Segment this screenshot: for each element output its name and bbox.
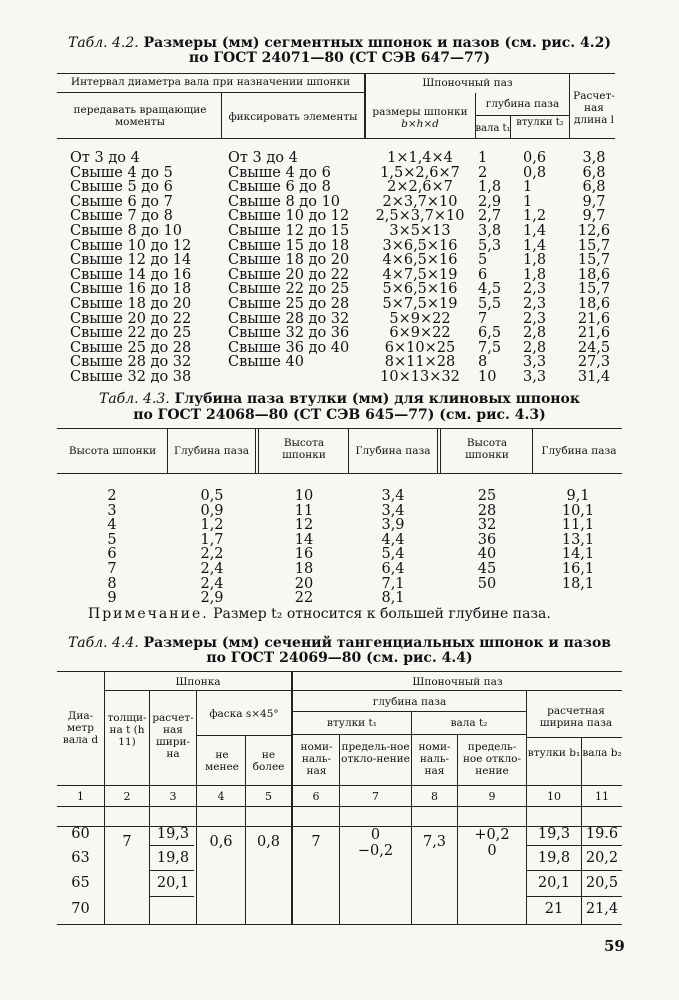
key-height-cell: 20 — [294, 575, 314, 592]
hub-nominal-header: номи-наль-ная — [300, 741, 333, 777]
shaft-nominal-header: номи-наль-ная — [418, 741, 451, 777]
slot-depth-cell: 1,7 — [200, 531, 224, 548]
hub-depth-cell: 3,3 — [523, 354, 547, 371]
key-size-cell: 5×9×22 — [389, 310, 451, 327]
torque-range-cell: Свыше 10 до 12 — [70, 237, 192, 254]
key-group-header: Шпонка — [175, 676, 221, 688]
torque-range-cell: Свыше 22 до 25 — [70, 325, 192, 342]
calc-width-cell: 20,1 — [156, 875, 190, 891]
key-size-cell: 6×10×25 — [384, 339, 456, 356]
hub-depth-cell: 1 — [523, 193, 533, 210]
depth-header: глубина паза — [485, 98, 560, 110]
b1-cell: 19,8 — [537, 850, 571, 866]
calc-length-cell: 31,4 — [577, 369, 611, 385]
calc-length-cell: 15,7 — [577, 237, 611, 254]
calc-length-cell: 3,8 — [582, 150, 606, 166]
key-height-header-3: Высота шпонки — [465, 437, 509, 461]
diameter-cell: 70 — [71, 901, 90, 917]
key-size-cell: 4×6,5×16 — [382, 252, 458, 269]
key-size-cell: 10×13×32 — [380, 369, 460, 385]
b2-cell: 20,2 — [585, 850, 619, 866]
key-height-cell: 14 — [294, 531, 314, 548]
slot-depth-cell: 10,1 — [561, 502, 595, 519]
shaft-depth-cell: 2,7 — [478, 208, 502, 225]
b1-cell: 20,1 — [537, 875, 571, 891]
key-height-cell: 5 — [107, 531, 117, 548]
key-size-cell: 1×1,4×4 — [387, 150, 453, 166]
diameter-cell: 60 — [71, 826, 90, 842]
hub-depth-cell: 1 — [523, 179, 533, 196]
slot-header: Шпоночный паз — [422, 77, 513, 89]
hub-t1-header: втулки t₁ — [327, 717, 377, 729]
key-size-cell: 3×5×13 — [389, 223, 451, 239]
key-size-cell: 8×11×28 — [384, 354, 456, 371]
torque-range-cell: Свыше 6 до 7 — [70, 193, 173, 210]
hub-deviation-lower: −0,2 — [357, 843, 394, 859]
calc-length-cell: 9,7 — [582, 193, 606, 210]
slot-depth-cell: 16,1 — [561, 561, 595, 577]
hub-deviation-upper: 0 — [370, 827, 381, 843]
torque-range-cell: От 3 до 4 — [70, 150, 140, 166]
diameter-cell: 63 — [71, 850, 90, 866]
b1-cell: 21 — [544, 901, 564, 917]
key-height-cell: 16 — [294, 546, 314, 563]
shaft-depth-cell: 1 — [478, 150, 488, 166]
b2-cell: 20,5 — [585, 875, 619, 891]
torque-range-cell: Свыше 28 до 32 — [70, 354, 192, 371]
key-height-header-2: Высота шпонки — [282, 437, 326, 461]
fix-range-cell: Свыше 32 до 36 — [228, 325, 350, 342]
slot-depth-cell: 0,9 — [200, 502, 224, 519]
diameter-header: Диа-метр вала d — [62, 710, 99, 746]
column-number: 3 — [169, 790, 177, 803]
column-number: 11 — [595, 790, 609, 803]
key-height-cell: 11 — [294, 502, 314, 519]
calc-length-cell: 18,6 — [577, 266, 611, 283]
torque-header: передавать вращающие моменты — [73, 104, 207, 128]
key-height-cell: 25 — [477, 488, 497, 504]
hub-nominal-value: 7 — [311, 834, 321, 850]
key-height-cell: 8 — [107, 575, 117, 592]
chamfer-header: фаска s×45° — [209, 708, 279, 720]
interval-header: Интервал диаметра вала при назначении шпонки — [70, 76, 351, 88]
torque-range-cell: Свыше 8 до 10 — [70, 223, 183, 239]
shaft-depth-cell: 5,3 — [478, 237, 502, 254]
b2-header: вала b₂ — [582, 747, 622, 759]
slot-depth-cell: 3,9 — [381, 517, 405, 534]
slot-depth-cell: 2,4 — [200, 561, 224, 577]
slot-depth-cell: 3,4 — [381, 502, 405, 519]
slot-depth-cell: 3,4 — [381, 488, 405, 504]
fix-range-cell: Свыше 25 до 28 — [228, 296, 350, 312]
calc-width-cell: 19,8 — [156, 850, 190, 866]
fix-range-cell: Свыше 20 до 22 — [228, 266, 350, 283]
shaft-depth-cell: 6 — [478, 266, 488, 283]
column-number: 10 — [547, 790, 561, 803]
fix-range-cell: Свыше 36 до 40 — [228, 339, 350, 356]
key-height-cell: 40 — [477, 546, 497, 563]
key-height-cell: 10 — [294, 488, 314, 504]
shaft-deviation-upper: +0,2 — [474, 827, 510, 843]
hub-depth-cell: 1,8 — [523, 252, 547, 269]
page-number: 59 — [604, 937, 625, 955]
chamfer-min-value: 0,6 — [209, 834, 233, 850]
key-thickness: 7 — [122, 834, 132, 850]
key-height-cell: 28 — [477, 502, 497, 519]
slot-depth-header-1: Глубина паза — [174, 445, 249, 457]
shaft-depth-cell: 7 — [478, 310, 488, 327]
slot-depth-header-3: Глубина паза — [541, 445, 617, 457]
b2-cell: 21,4 — [585, 901, 619, 917]
slot-depth-cell: 2,4 — [200, 575, 224, 592]
fix-range-cell: Свыше 22 до 25 — [228, 281, 350, 298]
b1-cell: 19,3 — [537, 826, 571, 842]
torque-range-cell: Свыше 4 до 5 — [70, 164, 173, 181]
slot-depth-header: глубина паза — [372, 696, 447, 708]
slot-depth-cell: 9,1 — [566, 488, 590, 504]
key-size-cell: 5×6,5×16 — [382, 281, 458, 298]
slot-depth-header-2: Глубина паза — [355, 445, 431, 457]
key-height-cell: 6 — [107, 546, 117, 563]
calc-length-cell: 12,6 — [577, 223, 611, 239]
table-4-2-caption-line2: по ГОСТ 24071—80 (СТ СЭВ 647—77) — [188, 50, 491, 66]
calc-length-cell: 27,3 — [577, 354, 611, 371]
table-4-2-caption: Табл. 4.2. Размеры (мм) сегментных шпонок и пазов (см. рис. 4.2) — [67, 35, 612, 51]
shaft-depth-cell: 1,8 — [478, 179, 502, 196]
hub-depth-cell: 2,8 — [523, 325, 547, 342]
shaft-depth-cell: 5 — [478, 252, 488, 269]
key-size-cell: 4×7,5×19 — [382, 266, 458, 283]
shaft-depth-cell: 6,5 — [478, 325, 502, 342]
calc-length-header: Расчет-ная длина l — [573, 90, 615, 126]
column-number: 2 — [123, 790, 131, 803]
slot-depth-cell: 8,1 — [381, 590, 405, 607]
calc-length-cell: 9,7 — [582, 208, 606, 225]
torque-range-cell: Свыше 14 до 16 — [70, 266, 192, 283]
key-size-cell: 6×9×22 — [389, 325, 451, 342]
slot-depth-cell: 6,4 — [381, 561, 405, 577]
torque-range-cell: Свыше 5 до 6 — [70, 179, 173, 196]
slot-depth-cell: 2,9 — [200, 590, 224, 607]
calc-length-cell: 24,5 — [577, 339, 611, 356]
shaft-depth-cell: 2 — [478, 164, 488, 181]
hub-depth-cell: 1,2 — [523, 208, 547, 225]
shaft-depth-cell: 5,5 — [478, 296, 502, 312]
key-size-cell: 5×7,5×19 — [382, 296, 458, 312]
key-height-cell: 32 — [477, 517, 497, 534]
slot-depth-cell: 1,2 — [200, 517, 224, 534]
hub-depth-cell: 2,3 — [523, 310, 547, 327]
torque-range-cell: Свыше 20 до 22 — [70, 310, 192, 327]
chamfer-max-value: 0,8 — [256, 834, 281, 850]
chamfer-max-header: не более — [252, 749, 285, 773]
shaft-deviation-lower: 0 — [487, 843, 497, 859]
shaft-deviation-header: предель-ное откло-нение — [462, 741, 522, 777]
table-4-4-caption: Табл. 4.4. Размеры (мм) сечений тангенциальных шпонок и пазов — [67, 635, 612, 651]
table-4-3-caption: Табл. 4.3. Глубина паза втулки (мм) для клиновых шпонок — [99, 391, 580, 407]
column-number: 6 — [312, 790, 320, 803]
fix-range-cell: Свыше 6 до 8 — [228, 179, 331, 196]
hub-depth-cell: 0,8 — [523, 164, 547, 181]
slot-depth-cell: 14,1 — [561, 546, 595, 563]
calc-length-cell: 6,8 — [582, 179, 606, 196]
slot-depth-cell: 4,4 — [381, 531, 405, 548]
slot-depth-cell: 13,1 — [561, 531, 595, 548]
torque-range-cell: Свыше 25 до 28 — [70, 339, 192, 356]
table-4-3-note: Примечание. Размер t₂ относится к большей глубине паза. — [88, 606, 551, 622]
torque-range-cell: Свыше 16 до 18 — [70, 281, 192, 298]
calc-slot-width-header: расчетная ширина паза — [539, 705, 613, 729]
key-height-cell: 4 — [107, 517, 117, 534]
torque-range-cell: Свыше 7 до 8 — [70, 208, 173, 225]
slot-depth-cell: 11,1 — [561, 517, 595, 534]
fix-header: фиксировать элементы — [228, 111, 358, 123]
hub-depth-header: втулки t₂ — [516, 117, 564, 128]
key-size-cell: 2×2,6×7 — [387, 179, 453, 196]
shaft-depth-cell: 10 — [478, 369, 497, 385]
hub-depth-cell: 3,3 — [523, 369, 547, 385]
key-height-cell: 50 — [477, 575, 497, 592]
b2-cell: 19.6 — [585, 826, 619, 842]
slot-depth-cell: 7,1 — [381, 575, 405, 592]
torque-range-cell: Свыше 18 до 20 — [70, 296, 192, 312]
key-height-cell: 7 — [107, 561, 117, 577]
calc-length-cell: 18,6 — [577, 296, 611, 312]
shaft-depth-cell: 4,5 — [478, 281, 502, 298]
hub-depth-cell: 2,8 — [523, 339, 547, 356]
diameter-cell: 65 — [71, 875, 90, 891]
key-size-cell: 1,5×2,6×7 — [380, 164, 460, 181]
fix-range-cell: Свыше 12 до 15 — [228, 223, 350, 239]
key-height-cell: 9 — [107, 590, 117, 607]
torque-range-cell: Свыше 12 до 14 — [70, 252, 192, 269]
shaft-depth-cell: 2,9 — [478, 193, 502, 210]
key-height-cell: 18 — [294, 561, 314, 577]
key-height-cell: 45 — [477, 561, 497, 577]
key-height-cell: 2 — [107, 488, 117, 504]
chamfer-min-header: не менее — [205, 749, 239, 773]
key-size-cell: 2×3,7×10 — [382, 193, 458, 210]
table-4-4-caption-line2: по ГОСТ 24069—80 (см. рис. 4.4) — [206, 650, 473, 666]
column-number: 9 — [488, 790, 496, 803]
key-height-cell: 12 — [294, 517, 314, 534]
key-size-cell: 3×6,5×16 — [382, 237, 458, 254]
thickness-header: толщи-на t (h 11) — [107, 712, 147, 748]
slot-depth-cell: 18,1 — [561, 575, 595, 592]
fix-range-cell: Свыше 15 до 18 — [228, 237, 350, 254]
fix-range-cell: Свыше 28 до 32 — [228, 310, 350, 327]
calc-length-cell: 21,6 — [577, 310, 611, 327]
column-number: 1 — [77, 790, 84, 803]
slot-group-header: Шпоночный паз — [412, 676, 503, 688]
fix-range-cell: Свыше 40 — [228, 354, 304, 371]
column-number: 7 — [372, 790, 379, 803]
key-size-cell: 2,5×3,7×10 — [375, 208, 465, 225]
key-height-header-1: Высота шпонки — [68, 445, 157, 457]
fix-range-cell: Свыше 10 до 12 — [228, 208, 350, 225]
fix-range-cell: От 3 до 4 — [228, 150, 298, 166]
torque-range-cell: Свыше 32 до 38 — [70, 369, 192, 385]
hub-depth-cell: 2,3 — [523, 296, 547, 312]
shaft-depth-header: вала t₁ — [475, 123, 511, 134]
shaft-depth-cell: 7,5 — [478, 339, 502, 356]
column-number: 5 — [265, 790, 272, 803]
hub-depth-cell: 1,8 — [523, 266, 547, 283]
shaft-t2-header: вала t₂ — [450, 717, 488, 729]
table-4-3-caption-line2: по ГОСТ 24068—80 (СТ СЭВ 645—77) (см. рис. 4.3) — [133, 407, 546, 423]
calc-length-cell: 15,7 — [577, 252, 611, 269]
fix-range-cell: Свыше 8 до 10 — [228, 193, 341, 210]
column-number: 4 — [217, 790, 225, 803]
column-number: 8 — [431, 790, 438, 803]
calc-width-cell: 19,3 — [156, 826, 190, 842]
key-height-cell: 3 — [107, 502, 117, 519]
shaft-depth-cell: 3,8 — [478, 223, 502, 239]
shaft-depth-cell: 8 — [478, 354, 488, 371]
calc-width-header: расчет-ная шири-на — [152, 712, 194, 760]
shaft-nominal-value: 7,3 — [422, 834, 447, 850]
hub-depth-cell: 1,4 — [523, 237, 547, 254]
key-height-cell: 22 — [294, 590, 314, 607]
slot-depth-cell: 5,4 — [381, 546, 405, 563]
calc-length-cell: 21,6 — [577, 325, 611, 342]
hub-depth-cell: 2,3 — [523, 281, 547, 298]
b1-header: втулки b₁ — [527, 747, 581, 759]
calc-length-cell: 6,8 — [582, 164, 606, 181]
hub-depth-cell: 0,6 — [523, 150, 547, 166]
hub-deviation-header: предель-ное откло-нение — [341, 741, 410, 765]
slot-depth-cell: 0,5 — [200, 488, 224, 504]
fix-range-cell: Свыше 4 до 6 — [228, 164, 331, 181]
calc-length-cell: 15,7 — [577, 281, 611, 298]
slot-depth-cell: 2,2 — [200, 546, 224, 563]
hub-depth-cell: 1,4 — [523, 223, 547, 239]
fix-range-cell: Свыше 18 до 20 — [228, 252, 350, 269]
key-size-header: размеры шпонки b×h×d — [372, 106, 468, 130]
key-height-cell: 36 — [477, 531, 497, 548]
